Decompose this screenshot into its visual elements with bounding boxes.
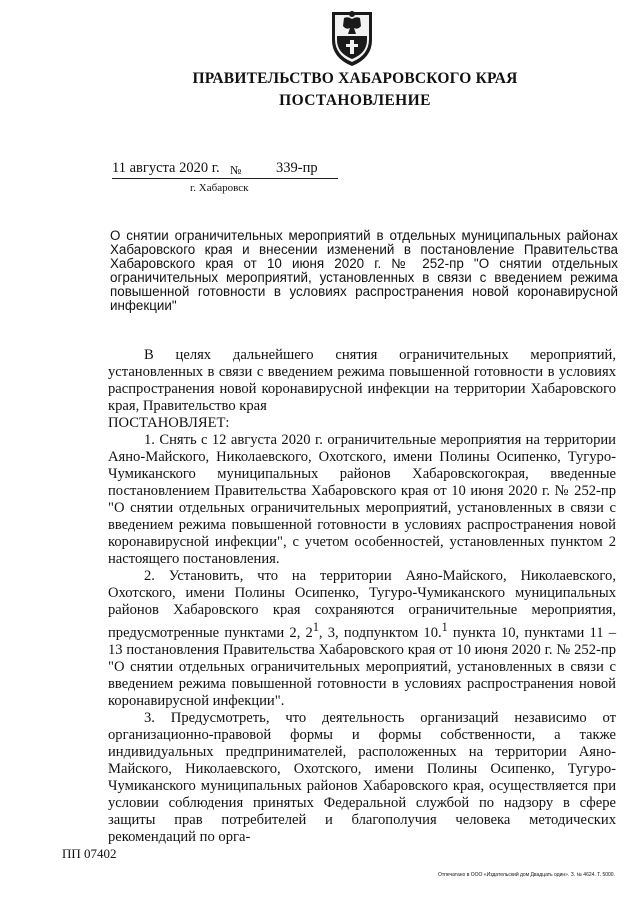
document-city: г. Хабаровск <box>190 182 249 194</box>
date-number-line <box>112 160 338 179</box>
document-date: 11 августа 2020 г. <box>112 160 220 176</box>
item-1-paragraph: 1. Снять с 12 августа 2020 г. ограничительные мероприятия на территории Аяно-Майского, Николаевского, Охотского, имени Полины Осипенко, Тугуро-Чумиканского муниципальных районов Хабаровскогокрая, введенные постановлением Правительства Хабаровского края от 10 июня 2020 г. № 252-пр "О снятии отдельных ограничительных мероприятий, установленных в связи с введением режима повышенной готовности в условиях распространения новой коронавирусной инфекции", с учетом особенностей, установленных пунктом 2 настоящего постановления. <box>108 432 616 567</box>
item-2-text-part2: , 3, подпунктом 10. <box>318 624 442 641</box>
item-2-text-part3: пункта 10, пунктами 11 – 13 постановления Правительства Хабаровского края от 10 июня 2020 г. № 252-пр "О снятии отдельных ограничительных мероприятий, установленных в связи с введением режима повышенной готовности в условиях распространения новой коронавирусной инфекции". <box>108 624 616 709</box>
item-2-paragraph <box>108 568 616 710</box>
item-2-superscript-2: 1 <box>441 620 448 634</box>
document-number: 339-пр <box>276 160 318 176</box>
footer-print-note: Отпечатано в ООО «Издательский дом Двадцать один». З. № 4624. Т. 5000. <box>438 872 615 878</box>
preamble-paragraph: В целях дальнейшего снятия ограничительных мероприятий, установленных в связи с введением режима повышенной готовности в условиях распространения новой коронавирусной инфекции на территории Хабаровского края, Правительство края <box>108 347 616 414</box>
document-type-title: ПОСТАНОВЛЕНИЕ <box>279 92 431 109</box>
subject-text: О снятии ограничительных мероприятий в отдельных муниципальных районах Хабаровского края и внесении изменений в постановление Правительства Хабаровского края от 10 июня 2020 г. № 252-пр "О снятии отдельных ограничительных мероприятий, установленных в связи с введением режима повышенной готовности в условиях распространения новой коронавирусной инфекции" <box>110 228 618 313</box>
item-2-superscript-1: 1 <box>312 620 319 634</box>
organization-title: ПРАВИТЕЛЬСТВО ХАБАРОВСКОГО КРАЯ <box>192 70 518 87</box>
document-body <box>108 347 616 846</box>
decree-word: ПОСТАНОВЛЯЕТ: <box>108 415 230 431</box>
document-subject <box>110 229 618 313</box>
item-3-paragraph: 3. Предусмотреть, что деятельность организаций независимо от организационно-правовой формы и формы собственности, а также индивидуальных предпринимателей, расположенных на территории Аяно-Майского, Николаевского, Охотского, имени Полины Осипенко, Тугуро-Чумиканского муниципальных районов Хабаровского края, осуществляется при условии соблюдения принятых Федеральной службой по надзору в сфере защиты прав потребителей и благополучия человека методических рекомендаций по орга- <box>108 709 616 845</box>
footer-document-code: ПП 07402 <box>62 846 117 861</box>
item-2-text-part1: 2. Установить, что на территории Аяно-Майского, Николаевского, Охотского, имени Полины Осипенко, Тугуро-Чумиканского муниципальных районов Хабаровского края сохраняются ограничительные мероприятия, предусмотренные пунктами 2, 2 <box>108 568 616 641</box>
number-sign: № <box>230 163 242 177</box>
coat-of-arms-emblem <box>328 6 376 68</box>
